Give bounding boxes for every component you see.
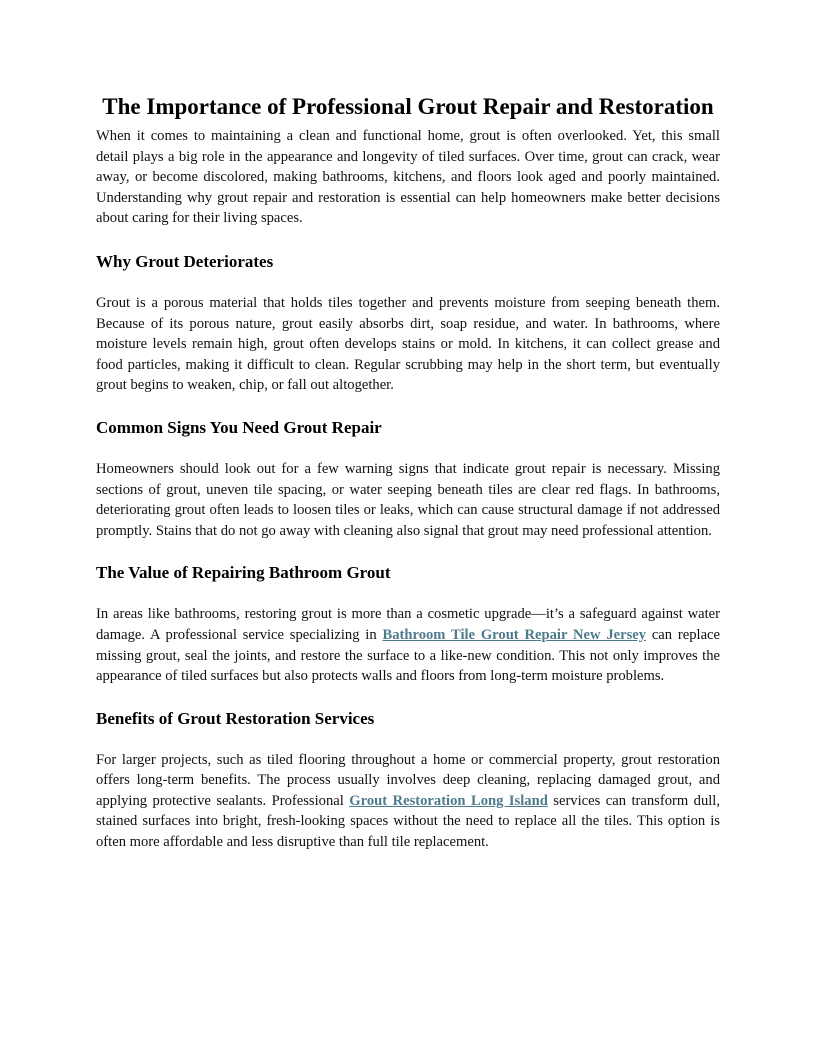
- grout-restoration-link[interactable]: Grout Restoration Long Island: [349, 792, 548, 809]
- section-body: Homeowners should look out for a few warning signs that indicate grout repair is necessary. Missing sections of grout, uneven tile spacing, or water seeping beneath tiles are clear red flags. In bathrooms, deteriorating grout often leads to loosen tiles or leaks, which can cause structural damage if not addressed promptly. Stains that do not go away with cleaning also signal that grout may need professional attention.: [96, 460, 720, 539]
- section-body: [96, 750, 720, 853]
- section-body: Grout is a porous material that holds tiles together and prevents moisture from seeping beneath them. Because of its porous nature, grout easily absorbs dirt, soap residue, and water. In bathrooms, where moisture levels remain high, grout often develops stains or mold. In kitchens, it can collect grease and food particles, making it difficult to clean. Regular scrubbing may help in the short term, but eventually grout begins to weaken, chip, or fall out altogether.: [96, 294, 720, 394]
- section-body: [96, 604, 720, 686]
- section-benefits-of-restoration: [96, 708, 720, 853]
- document-title: The Importance of Professional Grout Repair and Restoration: [102, 94, 714, 119]
- section-heading: Why Grout Deteriorates: [96, 251, 274, 271]
- body-text-after-link: can replace missing grout, seal the joints, and restore the surface to a like-new condition. This not only improves the appearance of tiled surfaces but also protects walls and floors from long-term moisture problems.: [96, 626, 721, 685]
- section-common-signs: [96, 417, 720, 541]
- body-text-before-link: In areas like bathrooms, restoring grout is more than a cosmetic upgrade—it’s a safeguard against water damage. A professional service specializing in: [96, 606, 720, 643]
- intro-paragraph: When it comes to maintaining a clean and functional home, grout is often overlooked. Yet, this small detail plays a big role in the appearance and longevity of tiled surfaces. Over time, grout can crack, wear away, or become discolored, making bathrooms, kitchens, and floors look aged and poorly maintained. Understanding why grout repair and restoration is essential can help homeowners make better decisions about caring for their living spaces.: [96, 128, 720, 227]
- body-text-before-link: For larger projects, such as tiled flooring throughout a home or commercial property, grout restoration offers long-term benefits. The process usually involves deep cleaning, replacing damaged grout, and applying protective sealants. Professional: [96, 751, 720, 809]
- body-text-after-link: services can transform dull, stained surfaces into bright, fresh-looking spaces without the need to replace all the tiles. This option is often more affordable and less disruptive than full tile replacement.: [96, 792, 721, 851]
- section-heading: Benefits of Grout Restoration Services: [96, 708, 375, 728]
- section-value-of-repairing: [96, 562, 720, 686]
- bathroom-grout-repair-link[interactable]: Bathroom Tile Grout Repair New Jersey: [382, 626, 647, 643]
- section-heading: Common Signs You Need Grout Repair: [96, 417, 382, 437]
- document-page: [96, 92, 720, 874]
- section-why-grout-deteriorates: [96, 251, 720, 396]
- section-heading: The Value of Repairing Bathroom Grout: [96, 563, 391, 583]
